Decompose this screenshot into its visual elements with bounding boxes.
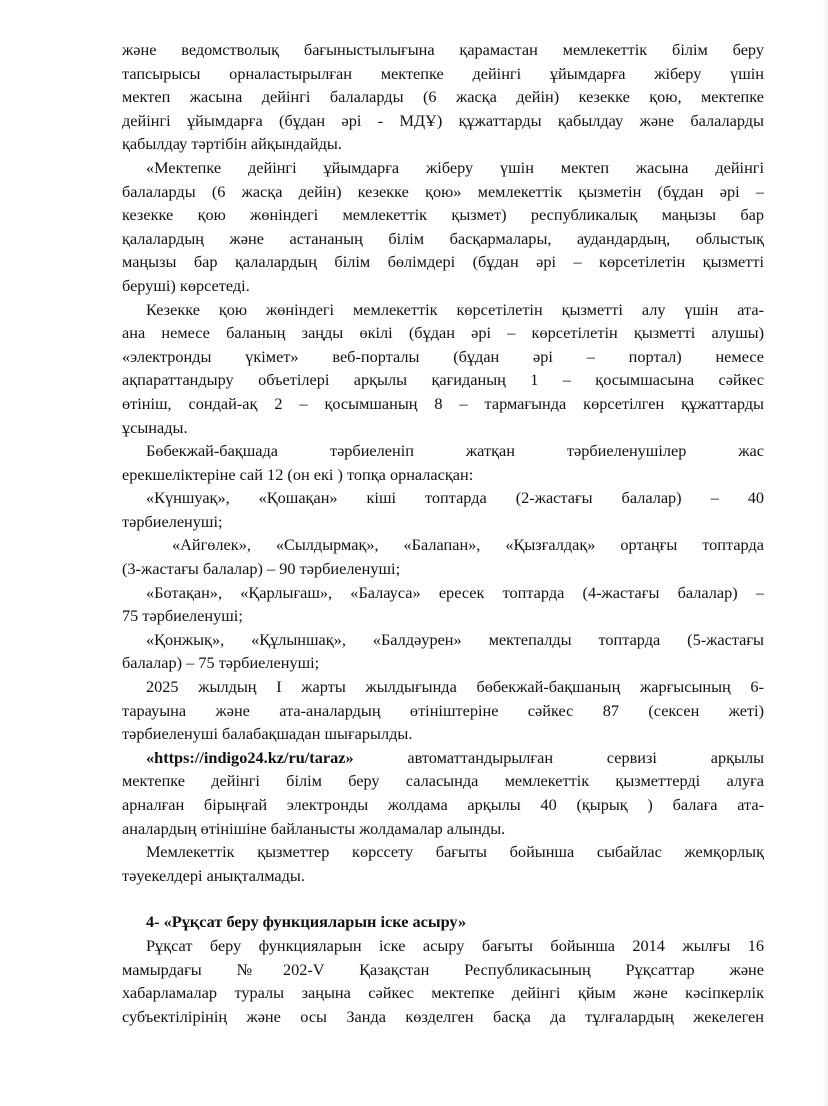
paragraph-intro	[122, 38, 764, 156]
text-line: мектеп жасына дейінгі балаларды (6 жасқа дейін) кезекке қою, мектепке	[122, 87, 764, 107]
paragraph-corruption-risks	[122, 840, 764, 887]
paragraph-referrals	[122, 746, 764, 840]
service-link[interactable]: «https://indigo24.kz/ru/taraz»	[146, 747, 354, 767]
text-line: тәуекелдері анықталмады.	[122, 865, 305, 885]
text-line: Мемлекеттік қызметтер көрссету бағыты бойынша сыбайлас жемқорлық	[146, 842, 764, 862]
text-line: «Мектепке дейінгі ұйымдарға жіберу үшін мектеп жасына дейінгі	[146, 157, 764, 177]
text-line: тапсырысы орналастырылған мектепке дейінгі ұйымдарға жіберу үшін	[122, 63, 764, 83]
text-line: (3-жастағы балалар) – 90 тәрбиеленуші;	[122, 559, 401, 579]
text-line: маңызы бар қалалардың білім бөлімдері (бұдан әрі – көрсетілетін қызметті	[122, 252, 764, 272]
text-line: хабарламалар туралы заңына сәйкес мектепке дейінгі қйым және кәсіпкерлік	[122, 983, 764, 1003]
text-line: тарауына және ата-аналардың өтініштеріне сәйкес 87 (сексен жеті)	[122, 700, 764, 720]
text-line: беруші) көрсетеді.	[122, 275, 250, 295]
paragraph-junior-groups	[122, 486, 764, 533]
text-line: балаларды (6 жасқа дейін) кезекке қою» мемлекеттік қызметін (бұдан әрі –	[122, 181, 764, 201]
text-line	[122, 746, 764, 770]
paragraph-groups-intro	[122, 439, 764, 486]
text-line: мектепке дейінгі білім беру саласында мемлекеттік қызметтерді алуға	[122, 771, 764, 791]
text-line: өтініш, сондай-ақ 2 – қосымшаның 8 – тармағында көрсетілген құжаттарды	[122, 393, 764, 413]
text-line: субъектілірінің және осы Занда көзделген басқа да тұлғалардың жекелеген	[122, 1006, 764, 1026]
text-line: ұсынады.	[122, 417, 188, 437]
text-line: ерекшеліктеріне сай 12 (он екі ) топқа орналасқан:	[122, 464, 474, 484]
paragraph-discharged	[122, 675, 764, 746]
text-line: «Айгөлек», «Сылдырмақ», «Балапан», «Қызғалдақ» ортаңғы топтарда	[172, 535, 764, 555]
text-line: қалалардың және астананың білім басқармалары, аудандардың, облыстық	[122, 228, 764, 248]
text-line: «Күншуақ», «Қошақан» кіші топтарда (2-жастағы балалар) – 40	[146, 488, 764, 508]
text-line: Рұқсат беру функцияларын іске асыру бағыты бойынша 2014 жылғы 16	[146, 935, 764, 955]
text-line: арналған бірыңғай электронды жолдама арқылы 40 (қырық ) балаға ата-	[122, 795, 764, 814]
text-line: тәрбиеленуші;	[122, 511, 223, 531]
text-line: «Қонжық», «Құлыншақ», «Балдәурен» мектепалды топтарда (5-жастағы	[146, 629, 764, 649]
text-line: ана немесе баланың заңды өкілі (бұдан әрі – көрсетілетін қызметті алушы)	[122, 323, 764, 343]
text-line: мамырдағы №202-V Қазақстан Республикасының Рұқсаттар және	[122, 959, 764, 979]
text-line: балалар) – 75 тәрбиеленуші;	[122, 653, 320, 673]
text-line: аналардың өтінішіне байланысты жолдамалар алынды.	[122, 818, 506, 838]
text-line: тәрбиеленуші балабақшадан шығарылды.	[122, 724, 413, 744]
section-heading: 4- «Рұқсат беру функцияларын іске асыру»	[146, 912, 467, 932]
paragraph-middle-groups	[122, 533, 764, 580]
text-fragment: автоматтандырылған сервизі арқылы	[407, 747, 764, 767]
text-line: Бөбекжай-бақшада тәрбиеленіп жатқан тәрбиеленушілер жас	[146, 441, 764, 461]
text-line: 75 тәрбиеленуші;	[122, 606, 243, 626]
paragraph-preschool-groups	[122, 628, 764, 675]
text-line: «электронды үкімет» веб-порталы (бұдан әрі – портал) немесе	[122, 346, 764, 366]
page-edge-shadow	[822, 0, 828, 1106]
text-line: және ведомстволық бағыныстылығына қарамастан мемлекеттік білім беру	[122, 40, 764, 59]
text-line: 2025 жылдың І жарты жылдығында бөбекжай-бақшаның жарғысының 6-	[146, 677, 764, 697]
paragraph-senior-groups	[122, 581, 764, 628]
text-line: «Ботақан», «Қарлығаш», «Балауса» ересек топтарда (4-жастағы балалар) –	[146, 582, 764, 602]
paragraph-application	[122, 298, 764, 440]
text-line: қабылдау тәртібін айқындайды.	[122, 134, 342, 154]
text-line: кезекке қою жөніндегі мемлекеттік қызмет) республикалық маңызы бар	[122, 205, 764, 225]
text-line: Кезекке қою жөніндегі мемлекеттік көрсетілетін қызметті алу үшін ата-	[146, 299, 764, 319]
paragraph-service-description	[122, 156, 764, 298]
paragraph-permits	[122, 934, 764, 1028]
text-line: ақпараттандыру объетілері арқылы қағиданың 1 – қосымшасына сәйкес	[122, 370, 764, 390]
text-line: дейінгі ұйымдарға (бұдан әрі - МДҰ) құжаттарды қабылдау және балаларды	[122, 110, 764, 130]
